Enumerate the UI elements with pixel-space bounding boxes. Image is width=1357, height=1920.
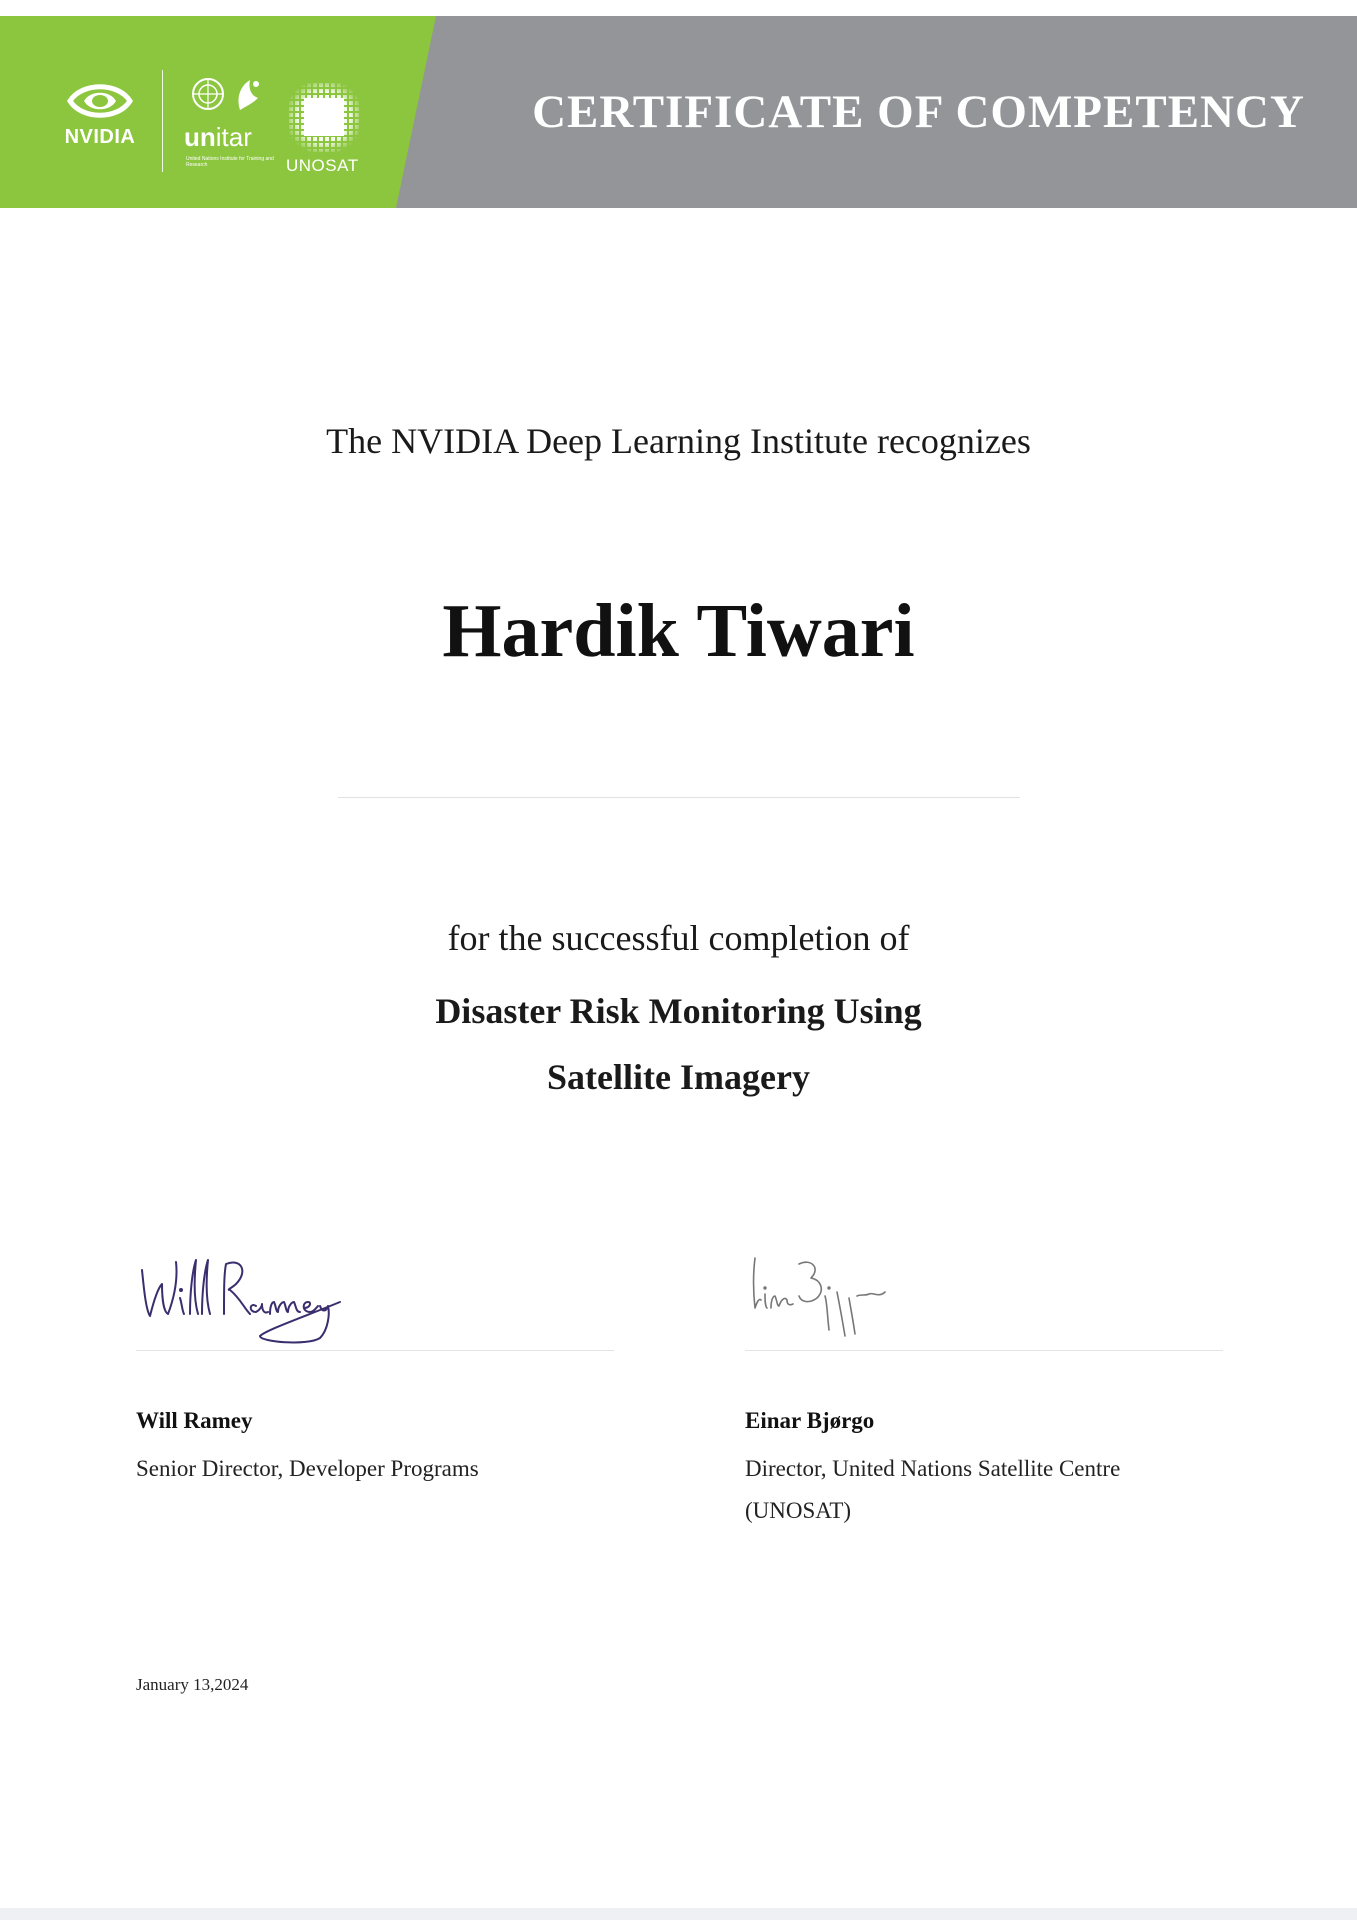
- unosat-logo: [288, 82, 360, 178]
- signatory-title: [745, 1448, 1223, 1532]
- certificate-header: [0, 16, 1357, 208]
- signatory-name: Will Ramey: [136, 1408, 253, 1433]
- nvidia-wordmark: NVIDIA: [64, 126, 136, 148]
- unitar-logo: [182, 76, 274, 176]
- course-title-line-1: Disaster Risk Monitoring Using: [435, 991, 922, 1031]
- completion-text: for the successful completion of: [447, 918, 910, 958]
- unosat-dot-mark-icon: [288, 82, 360, 152]
- unitar-subtitle: United Nations Institute for Training and Research: [186, 156, 274, 168]
- unosat-wordmark: UNOSAT: [286, 156, 359, 175]
- nvidia-logo: [52, 78, 148, 166]
- signature-line: [136, 1350, 614, 1351]
- certificate-title: CERTIFICATE OF COMPETENCY: [532, 86, 1305, 138]
- page-bottom-edge: [0, 1908, 1357, 1920]
- nvidia-eye-icon: [62, 78, 138, 124]
- un-emblem-icon: [188, 76, 270, 116]
- intro-text: The NVIDIA Deep Learning Institute recognizes: [326, 421, 1031, 461]
- signatory-title: Senior Director, Developer Programs: [136, 1456, 479, 1481]
- course-title: [0, 978, 1357, 1110]
- signature-image-will-ramey: [136, 1250, 614, 1350]
- signatory-title-line-1: Director, United Nations Satellite Centre: [745, 1456, 1121, 1481]
- signature-line: [745, 1350, 1223, 1351]
- signature-image-einar-bjorgo: [745, 1250, 1223, 1350]
- issue-date: January 13,2024: [136, 1675, 249, 1694]
- unitar-wordmark: unitar: [184, 122, 252, 152]
- signatory-title-line-2: (UNOSAT): [745, 1498, 852, 1523]
- course-title-line-2: Satellite Imagery: [547, 1057, 810, 1097]
- recipient-name: Hardik Tiwari: [442, 589, 915, 673]
- top-margin: [0, 0, 1357, 16]
- logo-divider: [162, 70, 163, 172]
- name-divider: [338, 797, 1020, 798]
- signatory-name: Einar Bjørgo: [745, 1408, 875, 1433]
- logo-group: [0, 16, 440, 208]
